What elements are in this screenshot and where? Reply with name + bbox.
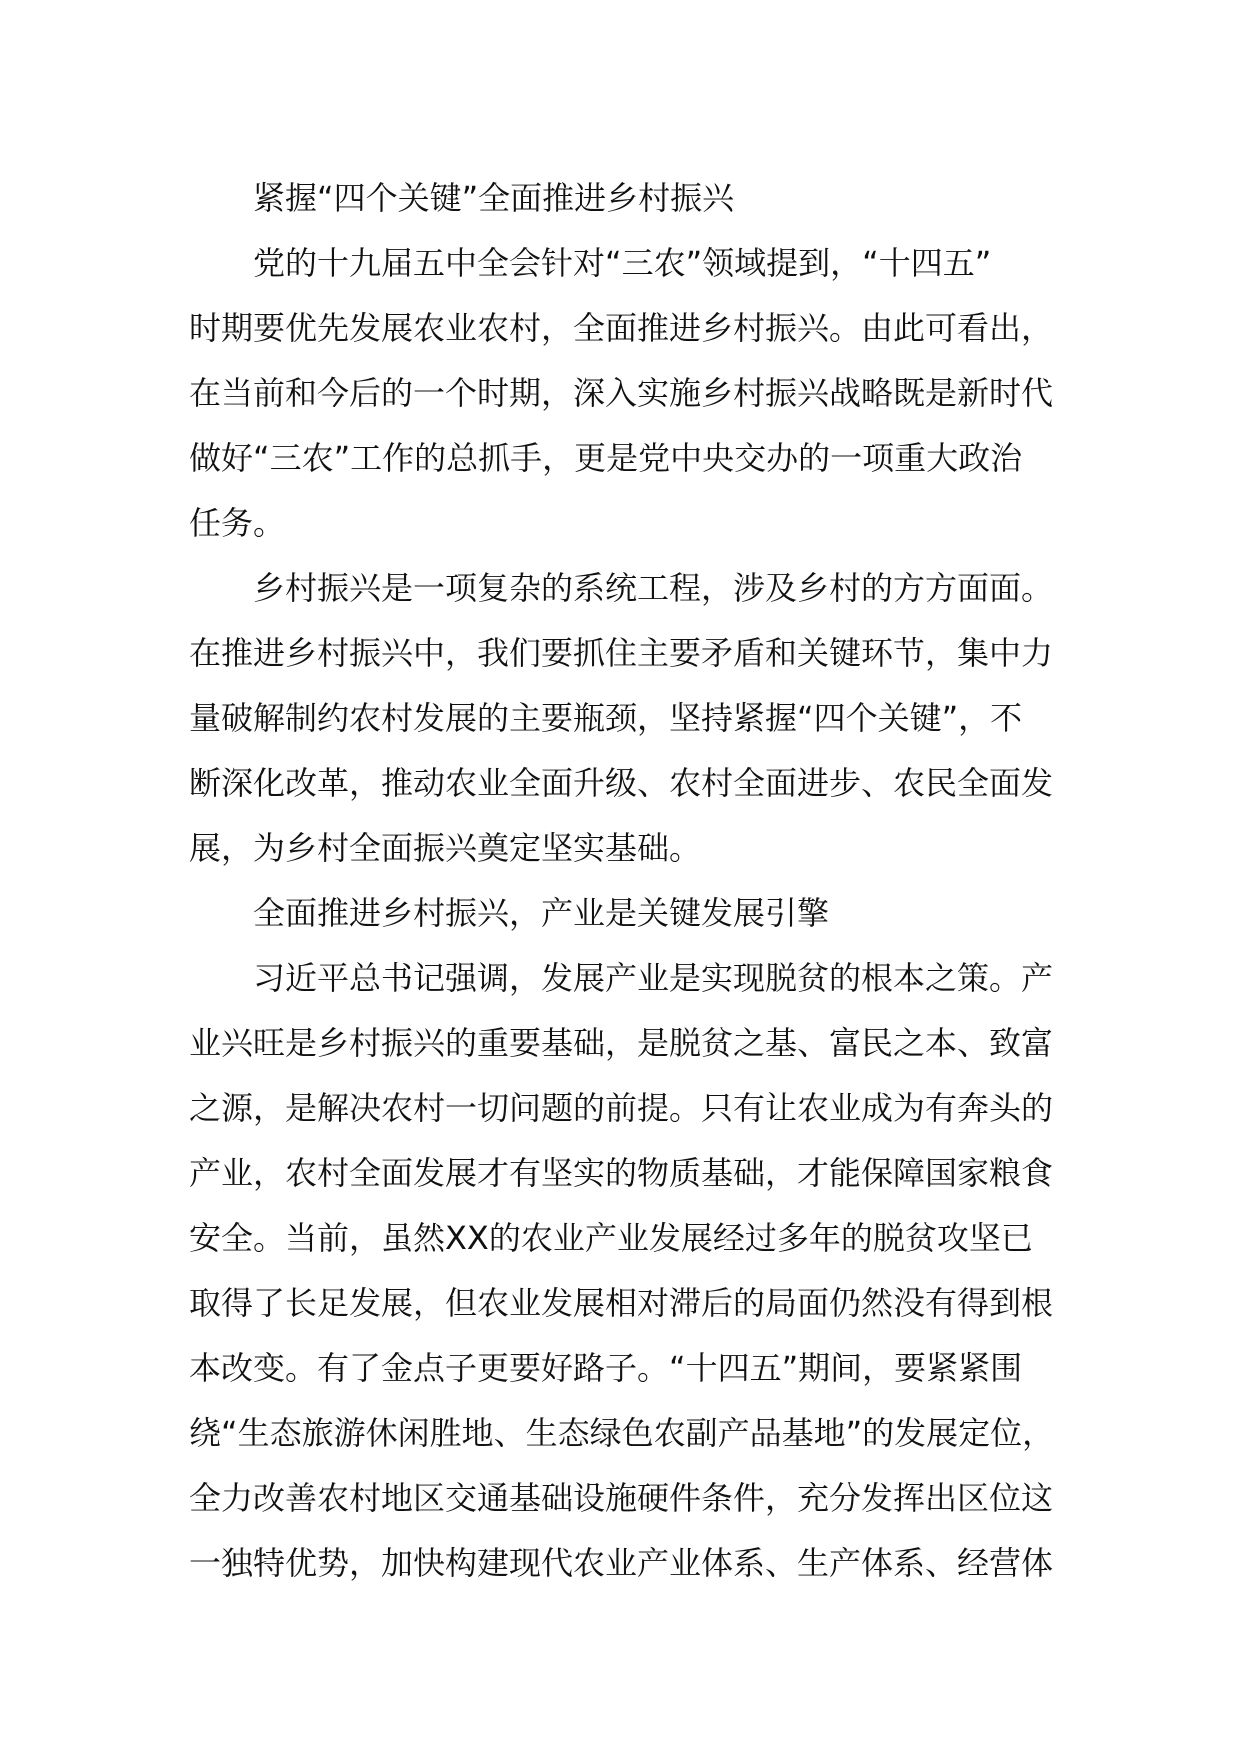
paragraph-2-line: 断深化改革，推动农业全面升级、农村全面进步、农民全面发 xyxy=(189,764,1054,802)
paragraph-2-line: 展，为乡村全面振兴奠定坚实基础。 xyxy=(189,829,702,867)
paragraph-3-line: 取得了长足发展，但农业发展相对滞后的局面仍然没有得到根 xyxy=(189,1284,1054,1322)
paragraph-2-line: 量破解制约农村发展的主要瓶颈，坚持紧握“四个关键”，不 xyxy=(189,699,1023,737)
paragraph-3-line: 全力改善农村地区交通基础设施硬件条件，充分发挥出区位这 xyxy=(189,1479,1054,1517)
paragraph-3-line: 产业，农村全面发展才有坚实的物质基础，才能保障国家粮食 xyxy=(189,1154,1054,1192)
paragraph-3-line: 绕“生态旅游休闲胜地、生态绿色农副产品基地”的发展定位， xyxy=(189,1414,1055,1452)
paragraph-1-line: 时期要优先发展农业农村，全面推进乡村振兴。由此可看出， xyxy=(189,309,1054,347)
paragraph-3-line: 之源，是解决农村一切问题的前提。只有让农业成为有奔头的 xyxy=(189,1089,1054,1127)
paragraph-3-line: 本改变。有了金点子更要好路子。“十四五”期间，要紧紧围 xyxy=(189,1349,1023,1387)
paragraph-1-line: 做好“三农”工作的总抓手，更是党中央交办的一项重大政治 xyxy=(189,439,1023,477)
paragraph-3-line: 一独特优势，加快构建现代农业产业体系、生产体系、经营体 xyxy=(189,1544,1054,1582)
paragraph-1-line: 党的十九届五中全会针对“三农”领域提到，“十四五” xyxy=(253,244,992,282)
paragraph-3-line: 安全。当前，虽然XX的农业产业发展经过多年的脱贫攻坚已 xyxy=(189,1219,1033,1257)
article-title: 紧握“四个关键”全面推进乡村振兴 xyxy=(253,179,735,217)
paragraph-2-line: 在推进乡村振兴中，我们要抓住主要矛盾和关键环节，集中力 xyxy=(189,634,1054,672)
paragraph-1-line: 在当前和今后的一个时期，深入实施乡村振兴战略既是新时代 xyxy=(189,374,1054,412)
paragraph-3-line: 业兴旺是乡村振兴的重要基础，是脱贫之基、富民之本、致富 xyxy=(189,1024,1054,1062)
section-heading: 全面推进乡村振兴，产业是关键发展引擎 xyxy=(253,894,830,932)
paragraph-1-line: 任务。 xyxy=(189,504,286,542)
paragraph-2-line: 乡村振兴是一项复杂的系统工程，涉及乡村的方方面面。 xyxy=(253,569,1054,607)
paragraph-3-line: 习近平总书记强调，发展产业是实现脱贫的根本之策。产 xyxy=(253,959,1054,997)
document-body xyxy=(189,166,1063,1596)
